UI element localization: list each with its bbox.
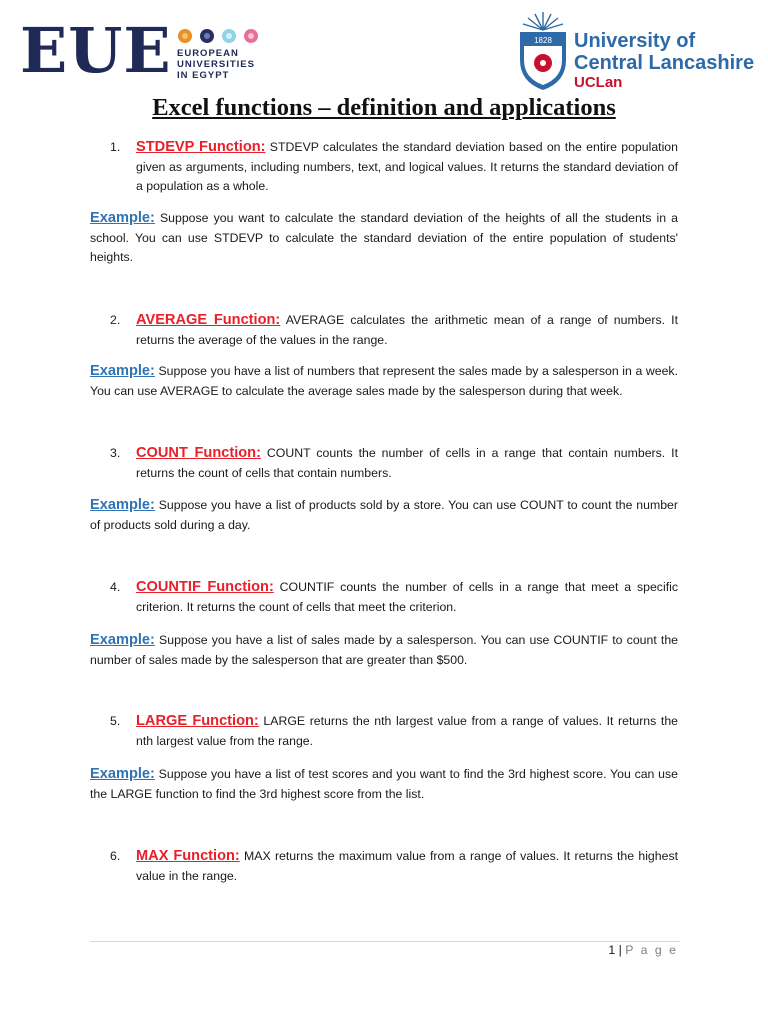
item-body: [136, 311, 678, 350]
item-body: [136, 578, 678, 617]
page-word: P a g e: [625, 943, 678, 957]
eue-name-line: UNIVERSITIES: [177, 59, 255, 70]
example-paragraph: [90, 362, 678, 401]
example-text: Suppose you want to calculate the standard deviation of the heights of all the students in a school. You can use STDEVP to calculate the standard deviation of the entire population of students' heights.: [90, 211, 678, 264]
uclan-title: [574, 30, 754, 74]
list-item: [110, 138, 678, 197]
example-paragraph: [90, 631, 678, 670]
page-number: 1: [608, 943, 616, 957]
item-body: [136, 847, 678, 886]
list-item: [110, 578, 678, 617]
example-paragraph: [90, 209, 678, 268]
list-item: [110, 847, 678, 886]
item-number: 1.: [110, 140, 121, 154]
example-label: Example:: [90, 210, 155, 226]
function-definition: AVERAGE calculates the arithmetic mean of a range of numbers. It returns the average of the values in the range.: [136, 313, 678, 347]
eue-partner-icons: [177, 26, 297, 46]
example-paragraph: [90, 765, 678, 804]
item-number: 6.: [110, 849, 121, 863]
function-definition: COUNTIF counts the number of cells in a range that meet a specific criterion. It returns the count of cells that meet the criterion.: [136, 580, 678, 614]
page-footer: [608, 943, 678, 957]
uclan-year: 1828: [534, 36, 552, 45]
list-item: [110, 311, 678, 350]
uclan-title-line: Central Lancashire: [574, 52, 755, 74]
item-body: [136, 444, 678, 483]
item-number: 3.: [110, 446, 121, 460]
example-label: Example:: [90, 766, 155, 782]
list-item: [110, 712, 678, 751]
eue-name-line: IN EGYPT: [177, 70, 230, 81]
eue-name-line: EUROPEAN: [177, 48, 239, 59]
eue-wordmark: EUE: [20, 14, 172, 87]
function-name: COUNTIF Function:: [136, 579, 274, 595]
function-definition: LARGE returns the nth largest value from a range of values. It returns the nth largest value from the range.: [136, 714, 678, 748]
uclan-abbreviation: UCLan: [574, 74, 623, 91]
document-title: Excel functions – definition and applications: [152, 94, 616, 121]
item-body: [136, 712, 678, 751]
example-label: Example:: [90, 363, 155, 379]
item-number: 2.: [110, 313, 121, 327]
example-label: Example:: [90, 497, 155, 513]
example-paragraph: [90, 496, 678, 535]
item-number: 5.: [110, 714, 121, 728]
function-definition: MAX returns the maximum value from a range of values. It returns the highest value in the range.: [136, 849, 679, 883]
uclan-title-line: University of: [574, 30, 696, 52]
example-text: Suppose you have a list of numbers that represent the sales made by a salesperson in a week. You can use AVERAGE to calculate the average sales made by the salesperson during that week.: [90, 364, 678, 398]
example-text: Suppose you have a list of test scores and you want to find the 3rd highest score. You can use the LARGE function to find the 3rd highest score from the list.: [90, 767, 678, 801]
item-number: 4.: [110, 580, 121, 594]
eue-name: [177, 48, 255, 81]
example-label: Example:: [90, 632, 155, 648]
function-definition: COUNT counts the number of cells in a range that contain numbers. It returns the count of cells that contain numbers.: [136, 446, 678, 480]
example-text: Suppose you have a list of sales made by a salesperson. You can use COUNTIF to count the number of sales made by the salesperson that are greater than $500.: [90, 633, 678, 667]
function-name: STDEVP Function:: [136, 139, 266, 155]
function-definition: STDEVP calculates the standard deviation based on the entire population given as arguments, including numbers, text, and logical values. It returns the standard deviation of a population as a whole.: [136, 140, 678, 193]
function-name: LARGE Function:: [136, 713, 259, 729]
function-name: COUNT Function:: [136, 445, 261, 461]
uclan-shield-icon: [518, 10, 568, 92]
item-body: [136, 138, 678, 197]
function-name: MAX Function:: [136, 848, 240, 864]
function-name: AVERAGE Function:: [136, 312, 281, 328]
list-item: [110, 444, 678, 483]
page-separator: |: [615, 943, 626, 957]
footer-divider: [90, 941, 680, 942]
example-text: Suppose you have a list of products sold by a store. You can use COUNT to count the number of products sold during a day.: [90, 498, 678, 532]
uclan-logo: [518, 10, 768, 90]
